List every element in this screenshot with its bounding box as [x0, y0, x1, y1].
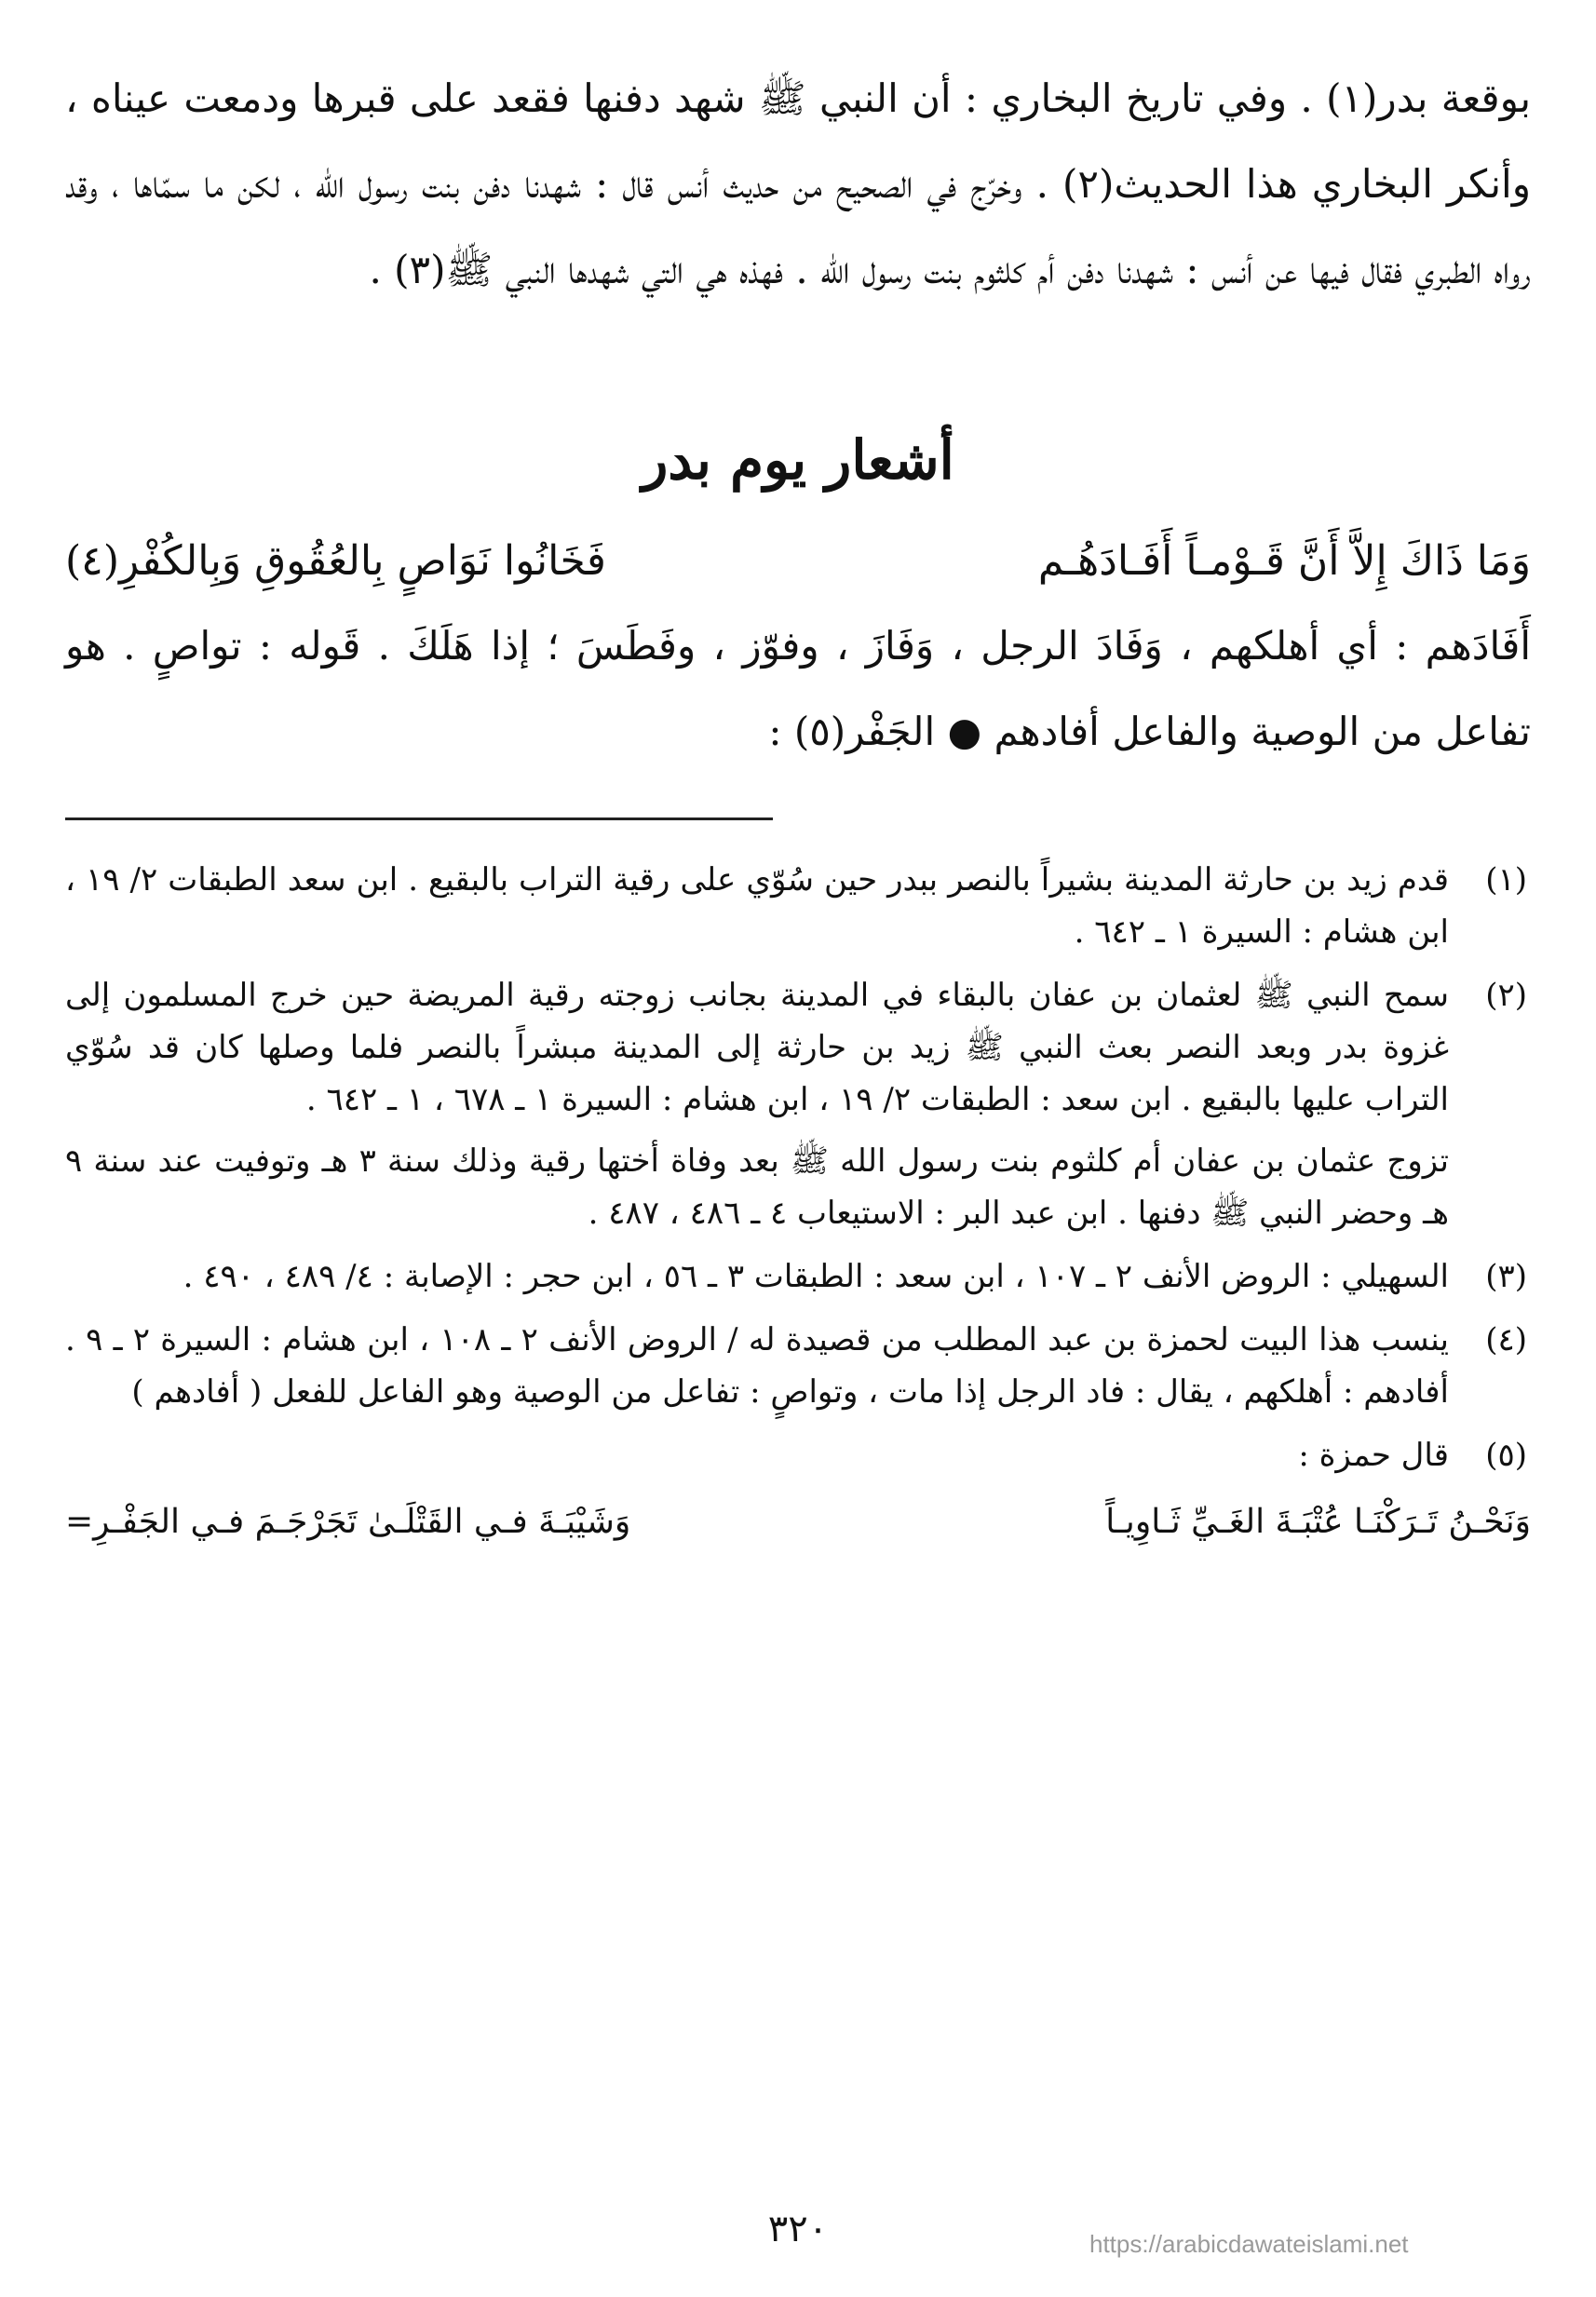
footnote-body: [65, 1250, 1449, 1303]
verse-gloss: أَفَادَهم : أي أهلكهم ، وَفَادَ الرجل ، وَفَازَ ، وفوّز ، وفَطَسَ ؛ إذا هَلَكَ . قَوله : تواصٍ . هو تفاعل من الوصية والفاعل أفادهم ● الجَفْر(٥) :: [65, 623, 1531, 754]
verse-first-half: وَمَا ذَاكَ إِلاَّ أَنَّ قَـوْمـاً أَفَـادَهُـم: [1037, 537, 1531, 585]
body-paragraph: [65, 56, 1531, 313]
footnote-verse: [65, 1493, 1531, 1552]
footnote-1: [65, 854, 1531, 958]
footnote-text: سمح النبي ﷺ لعثمان بن عفان بالبقاء في المدينة بجانب زوجته رقية المريضة حين خرج المسلمون إلى غزوة بدر وبعد النصر بعث النبي ﷺ زيد بن حارثة إلى المدينة مبشراً بالنصر فلما وصلها كان قد سُوّي التراب عليها بالبقيع . ابن سعد : الطبقات ٢/ ١٩ ، ابن هشام : السيرة ١ ـ ٦٧٨ ، ١ ـ ٦٤٢ .: [65, 977, 1449, 1118]
poem-verse: [65, 520, 1531, 603]
footnote-4: [65, 1314, 1531, 1418]
footnote-text: السهيلي : الروض الأنف ٢ ـ ١٠٧ ، ابن سعد : الطبقات ٣ ـ ٥٦ ، ابن حجر : الإصابة : ٤/ ٤٨٩ ، ٤٩٠ .: [183, 1258, 1449, 1295]
footnote-text: ينسب هذا البيت لحمزة بن عبد المطلب من قصيدة له / الروض الأنف ٢ ـ ١٠٨ ، ابن هشام : السيرة ٢ ـ ٩ . أفادهم : أهلكهم ، يقال : فاد الرجل إذا مات ، وتواصٍ : تفاعل من الوصية وهو الفاعل للفعل ( أفادهم ): [65, 1321, 1450, 1411]
verse-second-half: فَخَانُوا نَوَاصٍ بِالعُقُوقِ وَبِالكُفْرِ(٤): [65, 537, 606, 585]
page-number: ٣٢٠: [767, 2208, 829, 2250]
footnote-number: (٣): [1485, 1258, 1527, 1295]
page-content: [65, 56, 1531, 2260]
footnote-number: (٢): [1485, 977, 1527, 1014]
footnote-verse-second-half: وَشَيْبَـةَ فـي القَتْلَـىٰ تَجَرْجَـمَ فـي الجَفْـرِ=: [65, 1503, 631, 1541]
section-title: أشعار يوم بدر: [642, 428, 954, 492]
footnote-text: قدم زيد بن حارثة المدينة بشيراً بالنصر ببدر حين سُوّي على رقية التراب بالبقيع . ابن سعد الطبقات ٢/ ١٩ ، ابن هشام : السيرة ١ ـ ٦٤٢ .: [65, 861, 1449, 951]
footnotes: [65, 854, 1531, 1552]
footnote-number: (٥): [1485, 1437, 1527, 1474]
footnote-text: قال حمزة :: [1298, 1437, 1449, 1474]
footnote-verse-first-half: وَنَحْـنُ تَـرَكْنَـا عُتْبَـةَ الغَـيِّ ثَـاوِيـاً: [1105, 1503, 1531, 1541]
footnote-number: (١): [1485, 861, 1527, 899]
footnote-body: [65, 1314, 1449, 1418]
watermark-url[interactable]: https://arabicdawateislami.net: [1089, 2230, 1409, 2258]
footnote-5: [65, 1429, 1531, 1481]
footnote-number: (٤): [1485, 1321, 1527, 1358]
footnote-3: [65, 1250, 1531, 1303]
body-paragraph-text: بوقعة بدر(١) . وفي تاريخ البخاري : أن النبي ﷺ شهد دفنها فقعد على قبرها ودمعت عيناه ، وأنكر البخاري هذا الحديث(٢) . وخرّج في الصحيح من حديث أنس قال : شهدنا دفن بنت رسول الله ، لكن ما سمّاها ، وقد رواه الطبري فقال فيها عن أنس : شهدنا دفن أم كلثوم بنت رسول الله . فهذه هي التي شهدها النبي ﷺ(٣) .: [65, 75, 1532, 292]
footnote-body: [65, 1429, 1449, 1481]
footnote-text: تزوج عثمان بن عفان أم كلثوم بنت رسول الله ﷺ بعد وفاة أختها رقية وذلك سنة ٣ هـ وتوفيت عند سنة ٩ هـ وحضر النبي ﷺ دفنها . ابن عبد البر : الاستيعاب ٤ ـ ٤٨٦ ، ٤٨٧ .: [65, 1142, 1449, 1232]
footnote-body: [65, 969, 1449, 1239]
footnote-separator: [65, 817, 773, 820]
footnote-2: [65, 969, 1531, 1239]
footnote-body: [65, 854, 1449, 958]
